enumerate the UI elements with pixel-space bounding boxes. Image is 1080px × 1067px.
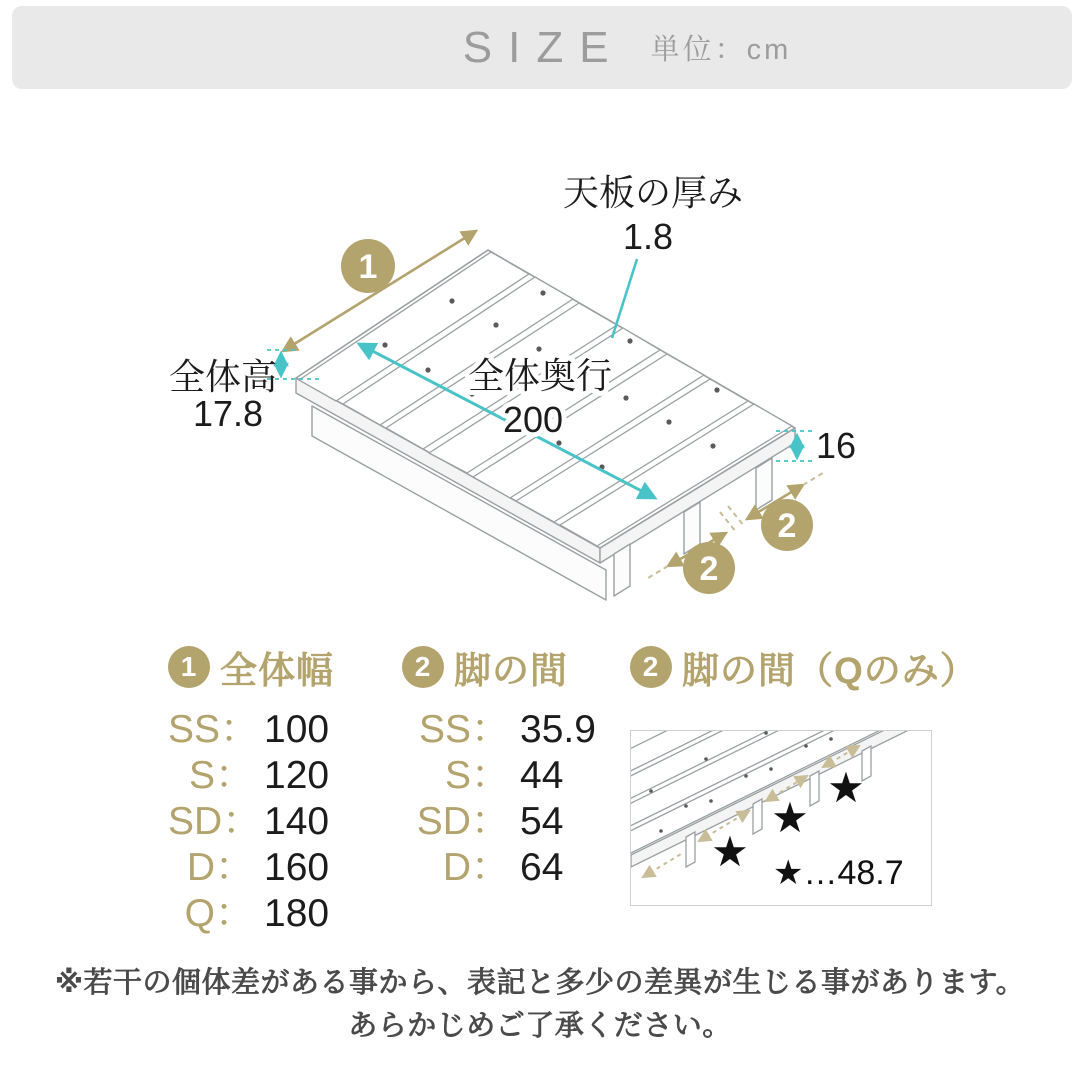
q-spacing-legend: ★…48.7 — [773, 854, 904, 892]
table-overall-width-rows — [168, 708, 334, 936]
size-label: D： — [442, 846, 510, 889]
disclaimer-note — [0, 962, 1080, 1048]
disclaimer-line-2: あらかじめご了承ください。 — [348, 1010, 732, 1042]
size-value: 120 — [264, 754, 330, 797]
q-size-diagram-box — [630, 730, 932, 906]
disclaimer-line-1: ※若干の個体差がある事から、表記と多少の差異が生じる事があります。 — [54, 967, 1026, 999]
marker-1-badge: 1 — [168, 646, 210, 688]
size-value: 54 — [520, 800, 564, 843]
marker-leg-badge — [761, 499, 813, 551]
table-overall-width — [168, 640, 334, 936]
size-value: 35.9 — [520, 708, 596, 751]
table-overall-width-header — [168, 640, 334, 694]
table-leg-spacing-q — [630, 640, 978, 906]
leg-height-value: 16 — [815, 425, 857, 466]
svg-text:1: 1 — [358, 248, 378, 286]
size-value: 180 — [264, 892, 330, 935]
table-title: 脚の間 — [454, 650, 568, 691]
marker-leg-badge-2 — [683, 542, 735, 594]
size-label: SS： — [168, 708, 260, 751]
unit-label: 単位：cm — [650, 34, 792, 66]
overall-height-label: 全体高 — [168, 356, 277, 397]
size-label: SD： — [416, 800, 510, 843]
marker-2-badge: 2 — [402, 646, 444, 688]
size-label: D： — [186, 846, 254, 889]
star-icon: ★ — [771, 794, 809, 841]
table-title: 脚の間（Qのみ） — [682, 650, 978, 691]
size-value: 100 — [264, 708, 330, 751]
table-title: 全体幅 — [220, 650, 334, 691]
star-icon: ★ — [827, 764, 865, 811]
size-value: 140 — [264, 800, 330, 843]
size-label: Q： — [184, 892, 254, 935]
overall-height-value: 17.8 — [192, 393, 264, 434]
page-title: SIZE — [462, 22, 625, 72]
table-leg-spacing-header — [402, 640, 596, 694]
thickness-value: 1.8 — [622, 216, 674, 257]
thickness-label: 天板の厚み — [562, 172, 744, 213]
size-label: SS： — [418, 708, 510, 751]
size-value: 44 — [520, 754, 564, 797]
thickness-leader-line — [612, 259, 637, 338]
size-label: S： — [188, 754, 254, 797]
bed-leg — [756, 458, 772, 510]
marker-width-badge — [341, 239, 395, 293]
size-label: SD： — [168, 800, 262, 843]
marker-2-badge: 2 — [630, 646, 672, 688]
q-size-diagram — [631, 731, 929, 903]
table-leg-spacing-rows — [410, 708, 596, 890]
svg-text:2: 2 — [777, 507, 797, 545]
table-leg-spacing — [402, 640, 596, 890]
size-value: 160 — [264, 846, 330, 889]
bed-leg — [614, 544, 630, 596]
svg-text:2: 2 — [699, 550, 719, 588]
star-icon: ★ — [711, 828, 749, 875]
size-value: 64 — [520, 846, 564, 889]
overall-depth-label: 全体奥行 — [467, 355, 613, 396]
overall-depth-value: 200 — [502, 399, 564, 440]
size-label: S： — [444, 754, 510, 797]
table-leg-spacing-q-header — [630, 640, 978, 694]
